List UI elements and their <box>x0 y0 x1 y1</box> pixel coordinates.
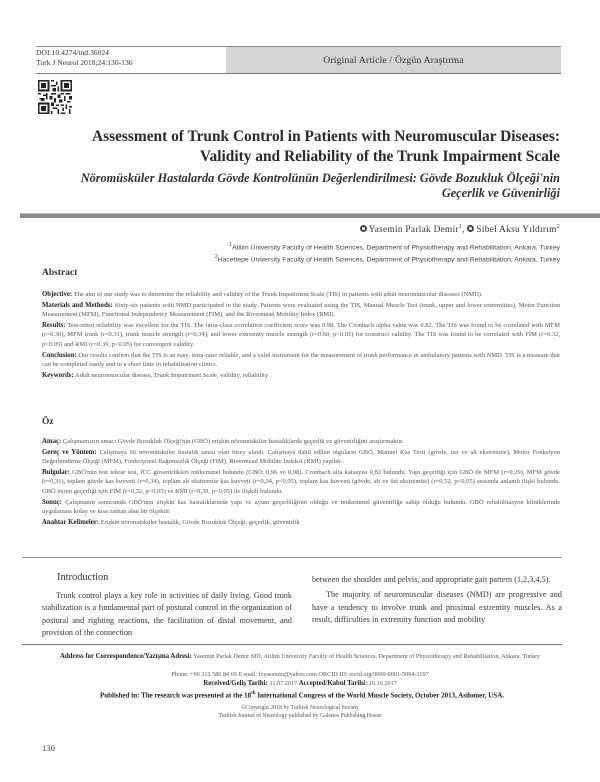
objective-label: Objective: <box>42 291 73 298</box>
abstract-heading: Abstract <box>42 268 78 278</box>
received-label: Received/Geliş Tarihi: <box>203 680 268 687</box>
published-text-pre: Published in: The research was presented at the 18 <box>99 691 252 700</box>
body-paragraph: Trunk control plays a key role in activities of daily living. Good trunk stabilization is a fundamental part of postural control in the organization of postural and righting reactions, the facilitation of distal movement, and provision of the connection <box>42 591 292 637</box>
accepted-label: Accepted/Kabul Tarihi: <box>298 680 368 687</box>
methods-label: Materials and Methods: <box>42 301 113 309</box>
affiliation-marker: 2 <box>214 254 218 260</box>
abstract-keywords <box>42 371 560 381</box>
anahtar-label: Anahtar Kelimeler: <box>42 518 100 526</box>
body-paragraph: The majority of neuromuscular diseases (NMD) are progressive and have a tendency to involve trunk and proximal extremity muscles. As a result, difficulties in extremity function and mobility <box>312 590 562 624</box>
conclusion-text: Our results confirm that the TIS is an easy, intra-rater reliable, and a valid instrument for the measurement of trunk performance in ambulatory patients with NMD. TIS is a measure that can be completed easily and in a short time in rehabilitation clinics. <box>42 351 560 369</box>
article-title-turkish: Nöromüsküler Hastalarda Gövde Kontrolünün Değerlendirilmesi: Gövde Bozukluk Ölçeği'nin Geçerlik ve Güvenirliği <box>80 171 560 200</box>
amac-text: Çalışmamızın amacı Gövde Bozukluk Ölçeği'nin (GBÖ) erişkin nöromüsküler hastalıklarda geçerlik ve güvenirliğini araştırmaktır. <box>62 438 404 445</box>
published-sup: th <box>251 691 256 696</box>
header-bottom-rule <box>36 73 561 74</box>
oz-sonuc <box>42 498 560 517</box>
oz-yontem <box>42 448 560 467</box>
accepted-date: 20.10.2017 <box>368 680 397 687</box>
oz-anahtar <box>42 518 560 528</box>
oz-amac <box>42 437 560 447</box>
correspondence-address <box>30 653 570 661</box>
article-title: Assessment of Trunk Control in Patients with Neuromuscular Diseases: Validity and Reliability of the Trunk Impairment Scale <box>91 128 560 165</box>
sonuc-text: Çalışmanın sonucunda GBÖ'nün erişkin kas hastalıklarında yapı ve uyum geçerliliğinin olduğu ve mükemmel güvenirliğe sahip olduğu bulundu. GBÖ rehabilitasyon kliniklerinde uygulaması kolay ve kısa zaman alan bir ölçektir. <box>42 498 561 516</box>
author-list: Yasemin Parlak Demir$^1$, Sibel Aksu Yıldırım$^2$ <box>100 224 560 235</box>
body-paragraph: between the shoulder and pelvis, and appropriate gait pattern (1,2,3,4,5). <box>312 575 551 584</box>
footer-separator <box>22 644 562 645</box>
received-date: 31.07.2017 <box>269 680 298 687</box>
yontem-text: Çalışmaya 66 nöromüsküler hastalık tanısı olan birey alındı. Çalışmaya dahil edilen olguların GBÖ, Manuel Kas Testi (gövde, üst ve alt ekstremite), Motor Fonksiyon Değerlendirme Ölçeği (MFM), Fonksiyonel Bağımsızlık Ölçeği (FIM), Rivermead Mobilite İndeksi (RMI) yapıldı. <box>42 448 560 466</box>
page-number: 130 <box>42 743 55 753</box>
oz-body <box>42 437 560 528</box>
contact-info[interactable]: Phone: +90 312 586 84 69 E-mail: fzyasemin@yahoo.com ORCID ID: orcid.org/0000-0001-5064-1197 <box>171 671 429 678</box>
published-text-post: International Congress of the World Muscle Society, October 2013, Asilomer, USA. <box>255 691 505 700</box>
article-type-band <box>226 47 561 73</box>
abstract-results <box>42 321 560 350</box>
orcid-icon[interactable] <box>360 225 367 232</box>
author-name: Yasemin Parlak Demir <box>368 225 459 236</box>
body-left-column <box>42 590 292 639</box>
author-name: Sibel Aksu Yıldırım <box>476 225 557 236</box>
body-right-column <box>312 574 562 626</box>
abstract-conclusion <box>42 351 560 370</box>
affiliation-text: Atilim University Faculty of Health Sciences, Department of Physiotherapy and Rehabilitation, Ankara, Turkey <box>232 244 560 252</box>
correspondence-label: Address for Correspondence/Yazışma Adresi: <box>59 653 192 660</box>
oz-heading: Öz <box>42 417 54 427</box>
doi[interactable]: DOI:10.4274/tnd.36024 <box>36 48 109 57</box>
abstract-methods <box>42 301 560 320</box>
affiliation-text: Hacettepe University Faculty of Health Sciences, Department of Physiotherapy and Rehabilitation, Ankara, Turkey <box>217 256 560 264</box>
published-in-note <box>22 691 582 699</box>
orcid-icon[interactable] <box>467 225 474 232</box>
oz-bulgular <box>42 468 560 497</box>
conclusion-label: Conclusion: <box>42 351 77 359</box>
introduction-heading: Introduction <box>57 572 109 583</box>
yontem-label: Gereç ve Yöntem: <box>42 448 97 456</box>
copyright: ©Copyright 2018 by Turkish Neurological Society <box>241 705 359 711</box>
amac-label: Amaç: <box>42 438 62 445</box>
sonuc-label: Sonuç: <box>42 498 63 506</box>
results-label: Results: <box>42 321 66 329</box>
affiliation <box>60 242 560 251</box>
abstract-body <box>42 290 560 381</box>
bulgular-label: Bulgular: <box>42 468 70 476</box>
author-affiliation-marker: 2 <box>556 224 560 230</box>
author-affiliation-marker: 1 <box>458 224 463 230</box>
dates <box>30 680 570 688</box>
methods-text: Sixty-six patients with NMD participated in the study. Patients were evaluated using the TIS, Manual Muscle Test (trunk, upper and lower extremities), Motor Function Measurement (MFM), Functional Independency Measurement (FIM), and the Rivermead Mobility Index (RMI). <box>42 301 560 319</box>
publisher: Turkish Journal of Neurology published by Galenos Publishing House <box>218 713 382 719</box>
section-separator <box>22 557 562 558</box>
bulgular-text: GBÖ'nün test tekrar test, ICC güvenirlikleri mükemmel bulundu (GBÖ: 0,96 ve 0,98). Cronbach alfa katsayısı 0,82 bulundu. Yapı geçerliği için GBÖ ile MFM (r=0,29), MFM gövde (r=0,31), toplam gövde kas kuvveti (r=0,34), toplam alt ekstremite kas kuvveti (r=0,34, p<0,05), toplam kas kuvveti (gövde, alt ve üst ekstremite) (r=0,52, p<0,05) arasında anlamlı ilişki bulundu. GBÖ uyum geçerliği için FIM (r=0,32, p<0,05) ve RMI (r=0,39, p<0,05) ile ilişkili bulundu. <box>42 468 561 495</box>
abstract-objective <box>42 290 560 300</box>
keywords-label: Keywords: <box>42 371 74 379</box>
affiliation <box>60 254 560 263</box>
keywords-text: Adult neuromuscular disease, Trunk Impairment Scale, validity, reliability <box>75 371 269 379</box>
results-text: Test-retest reliability was excellent for the TIS. The intra-class correlation coefficient score was 0.98. The Cronbach alpha value was 0.82. The TIS was found to be correlated with MFM (r=0.30), MFM trunk (r=0.31), trunk muscle strength (r=0.34), and lower extremity muscle strength (r=0.60, p<0.05) for construct validity. The TIS was found to be correlated with FIM (r=0.32, p<0.05) and RMI (r=0.39, p<0.05) for convergent validity. <box>42 321 561 348</box>
objective-text: The aim of our study was to determine the reliability and validity of the Trunk Impairment Scale (TIS) in patients with adult neuromuscular diseases (NMD). <box>73 291 483 298</box>
qr-code-icon[interactable] <box>38 80 72 114</box>
header-citation-block <box>36 47 226 74</box>
article-type: Original Article / Özgün Araştırma <box>323 54 464 66</box>
anahtar-text: Erişkin nöromüsküler hastalık, Gövde Bozukluk Ölçeği, geçerlik, güvenirlik <box>100 518 300 526</box>
correspondence-text: Yasemin Parlak Demir MD, Atilim University Faculty of Health Sciences, Department of Physiotherapy and Rehabilitation, Ankara, Turkey <box>193 653 541 660</box>
journal-citation: Turk J Neurol 2018;24:130-136 <box>36 57 133 67</box>
title-separator <box>20 213 600 218</box>
affiliation-marker: 1 <box>229 242 233 248</box>
